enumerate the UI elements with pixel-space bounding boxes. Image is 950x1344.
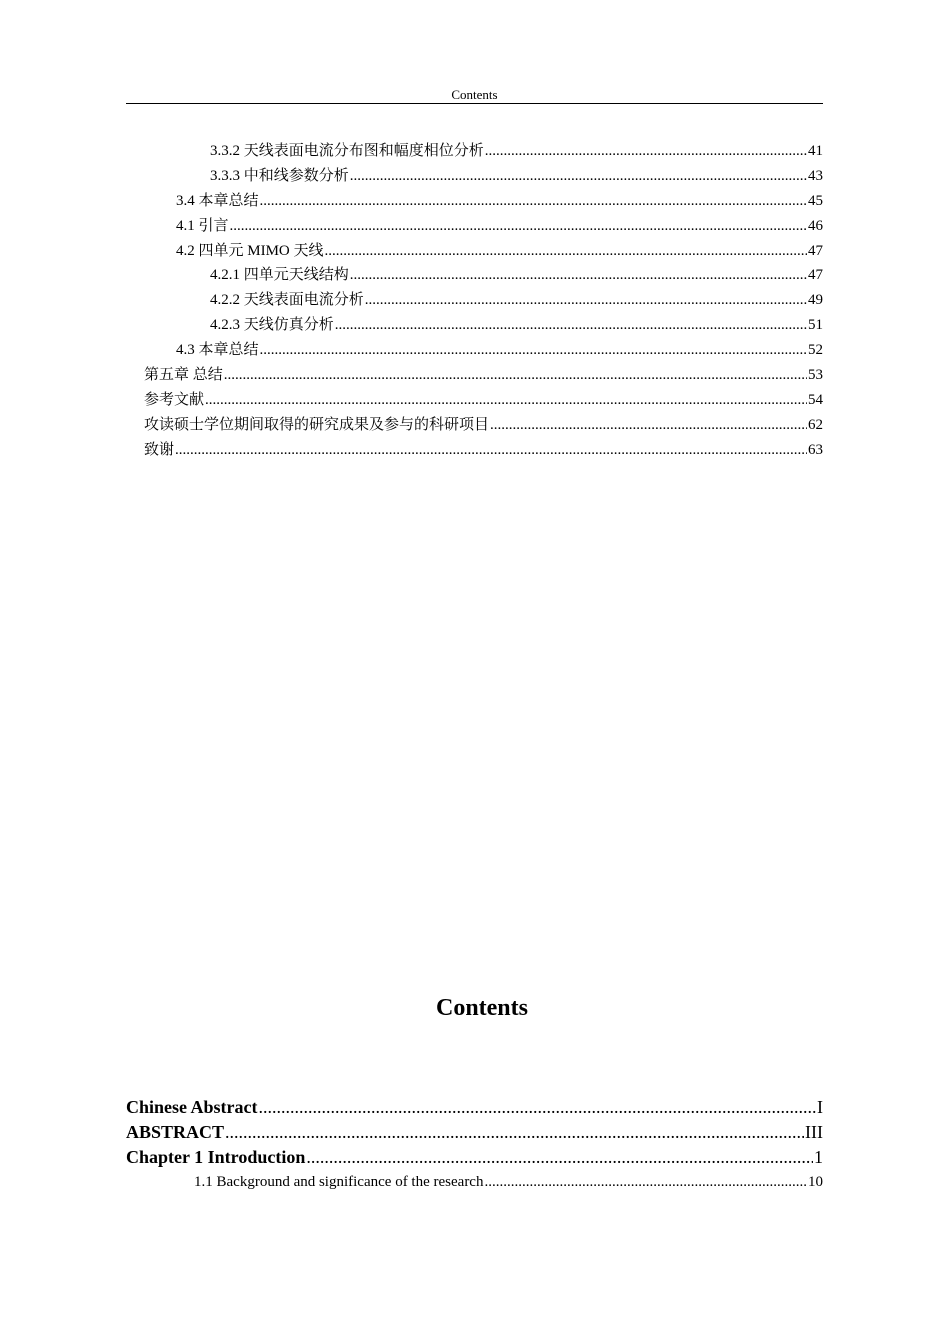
toc-entry-label: 4.1 引言 [176,217,229,234]
dot-leader [259,1095,817,1120]
toc-entry-page: I [817,1097,823,1117]
toc-entry-page: 53 [808,367,823,384]
contents-heading: Contents [435,995,528,1021]
toc-entry[interactable] [144,363,823,388]
toc-entry[interactable] [144,388,823,413]
header-rule [126,103,823,104]
toc-entry-page: 63 [808,441,823,458]
toc-entry-label: 4.2.3 天线仿真分析 [210,317,334,334]
toc-entry[interactable] [126,1145,823,1170]
toc-entry[interactable] [144,164,823,189]
toc-entry-label: Chinese Abstract [126,1097,258,1117]
dot-leader [224,363,807,388]
toc-entry[interactable] [144,189,823,214]
dot-leader [365,288,807,313]
toc-entry[interactable] [126,1095,823,1120]
toc-entry[interactable] [144,263,823,288]
toc-entry[interactable] [144,313,823,338]
toc-entry-page: 45 [808,192,823,209]
dot-leader [230,214,807,239]
dot-leader [205,388,807,413]
toc-entry-page: 1 [814,1147,823,1167]
toc-entry-page: 62 [808,416,823,433]
toc-entry[interactable] [126,1170,823,1195]
toc-entry[interactable] [144,338,823,363]
toc-entry-page: 46 [808,217,823,234]
toc-entry-label: Chapter 1 Introduction [126,1147,306,1167]
toc-entry-label: 4.3 本章总结 [176,342,259,359]
dot-leader [225,1120,804,1145]
toc-entry-page: 43 [808,167,823,184]
toc-entry-label: 4.2.2 天线表面电流分析 [210,292,364,309]
toc-entry-page: 49 [808,292,823,309]
toc-entry[interactable] [144,139,823,164]
toc-entry-page: 51 [808,317,823,334]
toc-entry-label: 3.3.2 天线表面电流分布图和幅度相位分析 [210,143,484,159]
toc-english [126,1095,823,1195]
toc-entry[interactable] [144,413,823,438]
toc-entry-page: 47 [808,267,823,284]
toc-entry-label: 3.4 本章总结 [176,192,259,209]
toc-entry[interactable] [144,214,823,239]
dot-leader [260,338,807,363]
toc-entry-page: 47 [808,242,823,259]
toc-entry-page: 54 [808,391,823,408]
dot-leader [335,313,807,338]
toc-entry-label: 4.2 四单元 MIMO 天线 [176,242,324,259]
toc-entry-label: 4.2.1 四单元天线结构 [210,267,349,284]
dot-leader [350,263,807,288]
toc-entry[interactable] [144,288,823,313]
toc-entry-page: III [805,1122,823,1142]
toc-entry[interactable] [144,239,823,264]
toc-entry-label: ABSTRACT [126,1122,225,1142]
toc-entry[interactable] [126,1120,823,1145]
dot-leader [490,413,807,438]
running-header: Contents [451,87,498,102]
dot-leader [325,239,807,264]
toc-entry-label: 第五章 总结 [144,367,223,384]
toc-entry-label: 1.1 Background and significance of the research [194,1174,484,1190]
dot-leader [306,1145,813,1170]
toc-entry-label: 致谢 [144,441,175,458]
dot-leader [485,139,807,164]
toc-entry-label: 3.3.3 中和线参数分析 [210,167,349,184]
dot-leader [175,438,807,463]
toc-entry-label: 攻读硕士学位期间取得的研究成果及参与的科研项目 [144,416,490,433]
toc-entry-label: 参考文献 [144,391,205,408]
dot-leader [484,1170,807,1195]
dot-leader [260,189,807,214]
toc-entry-page: 10 [808,1174,823,1190]
toc-chinese [144,139,823,463]
toc-entry-page: 41 [808,143,823,159]
dot-leader [350,164,807,189]
toc-entry[interactable] [144,438,823,463]
toc-entry-page: 52 [808,342,823,359]
